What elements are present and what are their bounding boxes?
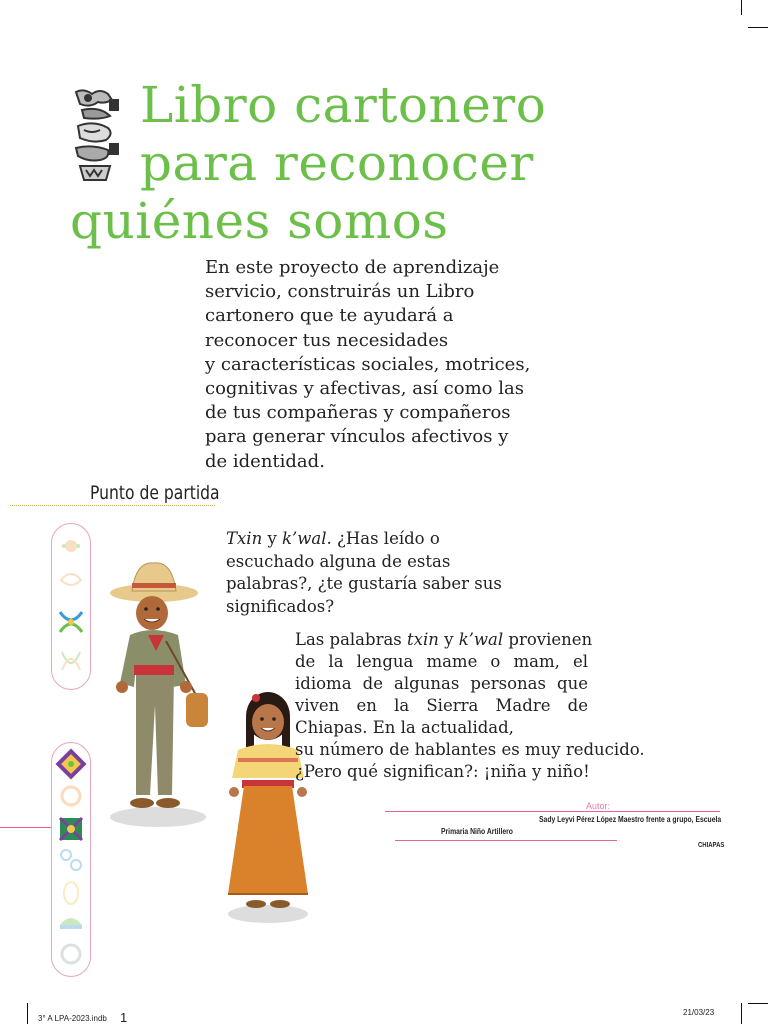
credit-rule-bottom [395,840,617,841]
intro-line: cartonero que te ayudará a [205,305,454,327]
paragraph-line [295,629,593,651]
footer-date: 21/03/23 [683,1008,715,1017]
paragraph-line: palabras?, ¿te gustaría saber sus [226,574,502,594]
crop-mark [741,0,742,15]
title-line-1: Libro cartonero [140,76,547,134]
word-txin: txin [407,630,439,649]
paragraph-line: Chiapas. En la actualidad, [295,718,514,737]
decorative-pill-top [51,523,91,690]
paragraph-line: idioma de algunas personas que [295,674,588,693]
pattern-icons [52,743,90,976]
text-fragment: provienen [503,630,593,649]
intro-line: para generar vínculos afectivos y [205,426,509,448]
credit-rule-top [385,811,720,812]
intro-line: servicio, construirás un Libro [205,281,475,303]
paragraph-line: significados? [226,596,335,616]
footer-filename: 3° A LPA-2023.indb [38,1014,107,1023]
crop-mark [27,1003,28,1024]
author-credit-line-3: CHIAPAS [698,842,725,849]
intro-line: y características sociales, motrices, [205,353,531,375]
text-fragment: y [438,630,459,649]
word-txin: Txin [226,529,263,548]
section-divider [10,505,215,506]
intro-line: En este proyecto de aprendizaje [205,257,500,278]
paragraph-line: viven en la Sierra Madre de [295,696,588,715]
crop-mark [748,27,768,28]
section-heading: Punto de partida [90,482,220,504]
paragraph-question [226,528,526,618]
paragraph-line: ¿Pero qué significan?: ¡niña y niño! [295,762,590,781]
text-fragment: Las palabras [295,630,408,649]
paragraph-line [226,528,526,551]
word-kwal: k’wal [282,529,327,548]
intro-line: de identidad. [205,450,325,472]
word-kwal: k’wal [458,630,504,649]
intro-line: cognitivas y afectivas, así como las [205,378,524,400]
paragraph-line: su número de hablantes es muy reducido. [295,740,645,759]
crop-mark [741,1003,742,1024]
text-fragment: y [262,529,283,548]
text-fragment: . ¿Has leído o [326,529,440,548]
paragraph-meaning [295,629,645,783]
crop-mark [748,1003,768,1004]
title-line-2: para reconocer [140,134,534,192]
author-credit-line-2: Primaria Niño Artillero [441,827,513,836]
decorative-pill-bottom [51,742,91,977]
intro-line: de tus compañeras y compañeros [205,402,511,424]
paragraph-line: de la lengua mame o mam, el [295,652,588,671]
intro-line: reconocer tus necesidades [205,329,449,351]
title-line-3: quiénes somos [70,192,449,250]
pattern-icons [52,524,90,689]
author-label: Autor: [586,801,611,811]
footer-page-number: 1 [120,1010,128,1025]
author-credit-line-1: Sady Leyvi Pérez López Maestro frente a grupo, Escuela [539,815,722,824]
mayan-glyph-icon [70,86,122,184]
boy-illustration [100,555,215,830]
paragraph-line: escuchado alguna de estas [226,551,451,571]
intro-paragraph [205,256,585,474]
